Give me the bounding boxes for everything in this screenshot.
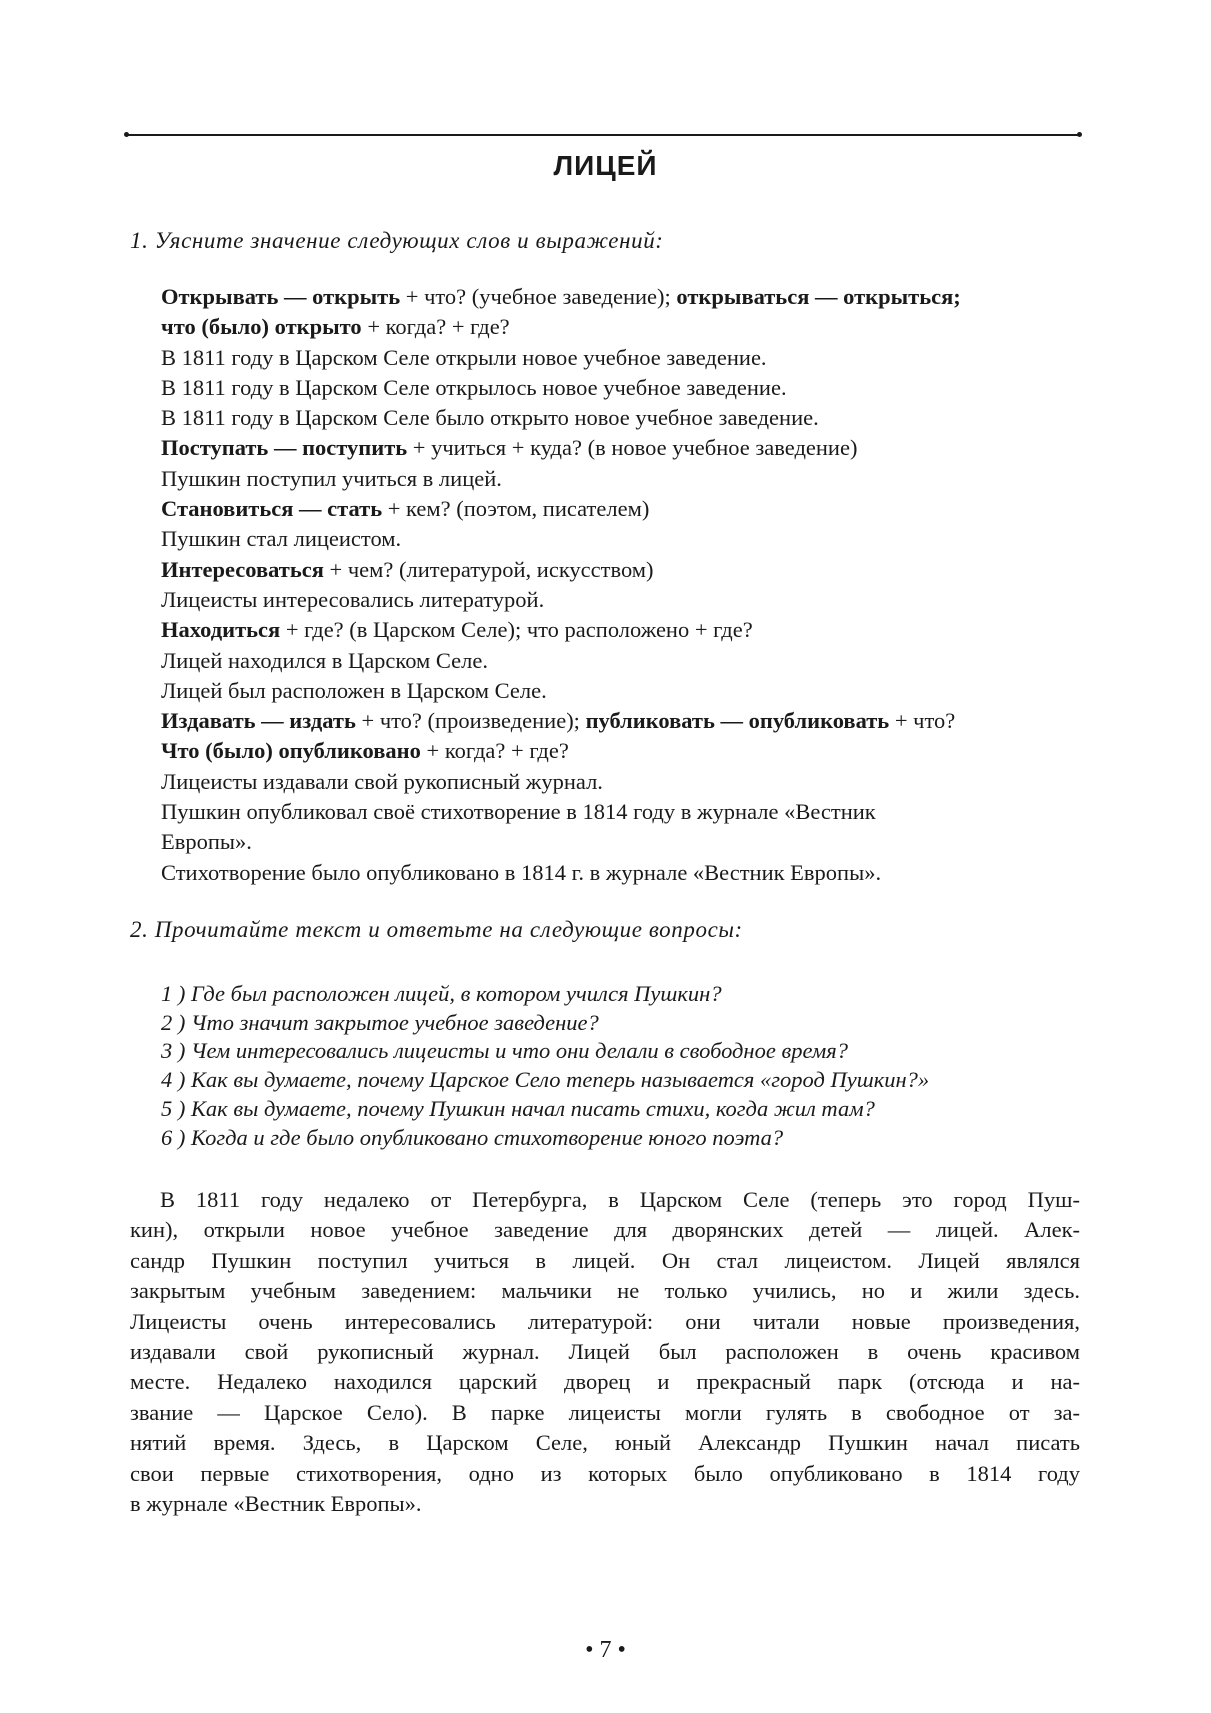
vocab-line — [161, 464, 1081, 494]
vocab-term: открываться — открыться; — [676, 284, 961, 309]
question-item: 5 ) Как вы думаете, почему Пушкин начал писать стихи, когда жил там? — [161, 1095, 875, 1121]
vocab-text: Лицей находился в Царском Селе. — [161, 647, 488, 673]
vocab-text: Пушкин стал лицеистом. — [161, 526, 402, 552]
vocab-text: Лицей был расположен в Царском Селе. — [161, 677, 547, 703]
vocab-line — [161, 524, 1081, 554]
header-rule — [128, 134, 1078, 136]
vocab-line — [161, 373, 1081, 403]
vocab-line — [161, 827, 1081, 857]
vocab-line — [161, 403, 1081, 433]
vocab-text: + когда? + где? — [420, 738, 569, 764]
vocab-line — [161, 767, 1081, 797]
vocab-term: Что (было) опубликовано — [161, 738, 421, 764]
page-number: • 7 • — [585, 1637, 626, 1663]
vocab-line — [161, 646, 1081, 676]
vocab-line — [161, 797, 1081, 827]
text-line: месте. Недалеко находился царский дворец и прекрасный парк (отсюда и на- — [130, 1369, 1080, 1395]
vocab-term: Находиться — [161, 617, 281, 643]
vocab-line — [161, 615, 1081, 645]
text-line: сандр Пушкин поступил учиться в лицей. Он стал лицеистом. Лицей являлся — [130, 1247, 1080, 1273]
text-line: нятий время. Здесь, в Царском Селе, юный Александр Пушкин начал писать — [130, 1430, 1080, 1456]
text-line: кин), открыли новое учебное заведение для дворянских детей — лицей. Алек- — [130, 1217, 1080, 1243]
vocab-line — [161, 494, 1081, 524]
vocab-term: публиковать — опубликовать — [585, 708, 890, 734]
text-line: издавали свой рукописный журнал. Лицей был расположен в очень красивом — [130, 1339, 1080, 1365]
vocab-text: + учиться + куда? (в новое учебное заведение) — [407, 435, 858, 461]
vocab-text: Стихотворение было опубликовано в 1814 г. в журнале «Вестник Европы». — [161, 859, 882, 885]
vocab-line — [161, 676, 1081, 706]
vocab-term: что (было) открыто — [161, 314, 362, 340]
vocabulary-list — [161, 282, 1081, 888]
text-line: звание — Царское Село). В парке лицеисты могли гулять в свободное от за- — [130, 1399, 1080, 1425]
vocab-text: Европы». — [161, 829, 252, 855]
vocab-line — [161, 736, 1081, 766]
text-line: В 1811 году недалеко от Петербурга, в Царском Селе (теперь это город Пуш- — [160, 1187, 1080, 1212]
vocab-text: + где? (в Царском Селе); что расположено + где? — [280, 617, 753, 643]
question-item: 3 ) Чем интересовались лицеисты и что они делали в свободное время? — [161, 1038, 848, 1064]
vocab-line — [161, 585, 1081, 615]
vocab-text: + что? (учебное заведение); — [400, 284, 677, 309]
vocab-text: Пушкин опубликовал своё стихотворение в 1814 году в журнале «Вестник — [161, 799, 876, 825]
question-item: 6 ) Когда и где было опубликовано стихотворение юного поэта? — [161, 1124, 784, 1150]
vocab-line — [161, 282, 1081, 312]
vocab-text: В 1811 году в Царском Селе было открыто новое учебное заведение. — [161, 405, 819, 431]
vocab-text: + что? — [889, 708, 956, 734]
vocab-text: В 1811 году в Царском Селе открыли новое учебное заведение. — [161, 344, 767, 370]
vocab-line — [161, 858, 1081, 888]
vocab-text: + чем? (литературой, искусством) — [323, 556, 654, 582]
vocab-term: Открывать — открыть — [161, 284, 401, 309]
question-item: 2 ) Что значит закрытое учебное заведение? — [161, 1009, 599, 1035]
vocab-term: Интересоваться — [161, 556, 324, 582]
vocab-term: Поступать — поступить — [161, 435, 408, 461]
text-line: свои первые стихотворения, одно из которых было опубликовано в 1814 году — [130, 1460, 1080, 1486]
page-title: ЛИЦЕЙ — [553, 150, 658, 181]
vocab-line — [161, 433, 1081, 463]
vocab-line — [161, 312, 1081, 342]
questions-list — [161, 980, 929, 1152]
vocab-text: + когда? + где? — [361, 314, 510, 340]
vocab-line — [161, 555, 1081, 585]
vocab-line — [161, 706, 1081, 736]
vocab-text: Лицеисты интересовались литературой. — [161, 586, 545, 612]
vocab-text: Лицеисты издавали свой рукописный журнал. — [161, 768, 603, 794]
vocab-term: Издавать — издать — [161, 708, 356, 734]
vocab-text: В 1811 году в Царском Селе открылось новое учебное заведение. — [161, 374, 787, 400]
vocab-line — [161, 343, 1081, 373]
reading-text — [130, 1185, 1080, 1519]
vocab-term: Становиться — стать — [161, 496, 383, 522]
vocab-text: Пушкин поступил учиться в лицей. — [161, 465, 502, 491]
vocab-text: + что? (произведение); — [355, 708, 586, 734]
task-2-heading: 2. Прочитайте текст и ответьте на следующие вопросы: — [130, 917, 743, 942]
question-item: 1 ) Где был расположен лицей, в котором учился Пушкин? — [161, 981, 722, 1006]
vocab-text: + кем? (поэтом, писателем) — [382, 496, 650, 522]
task-1-heading: 1. Уясните значение следующих слов и выражений: — [130, 228, 664, 253]
text-line: Лицеисты очень интересовались литературой: они читали новые произведения, — [130, 1308, 1080, 1334]
text-line: закрытым учебным заведением: мальчики не только учились, но и жили здесь. — [130, 1278, 1080, 1304]
text-line: в журнале «Вестник Европы». — [130, 1491, 422, 1517]
question-item: 4 ) Как вы думаете, почему Царское Село теперь называется «город Пушкин?» — [161, 1067, 930, 1093]
